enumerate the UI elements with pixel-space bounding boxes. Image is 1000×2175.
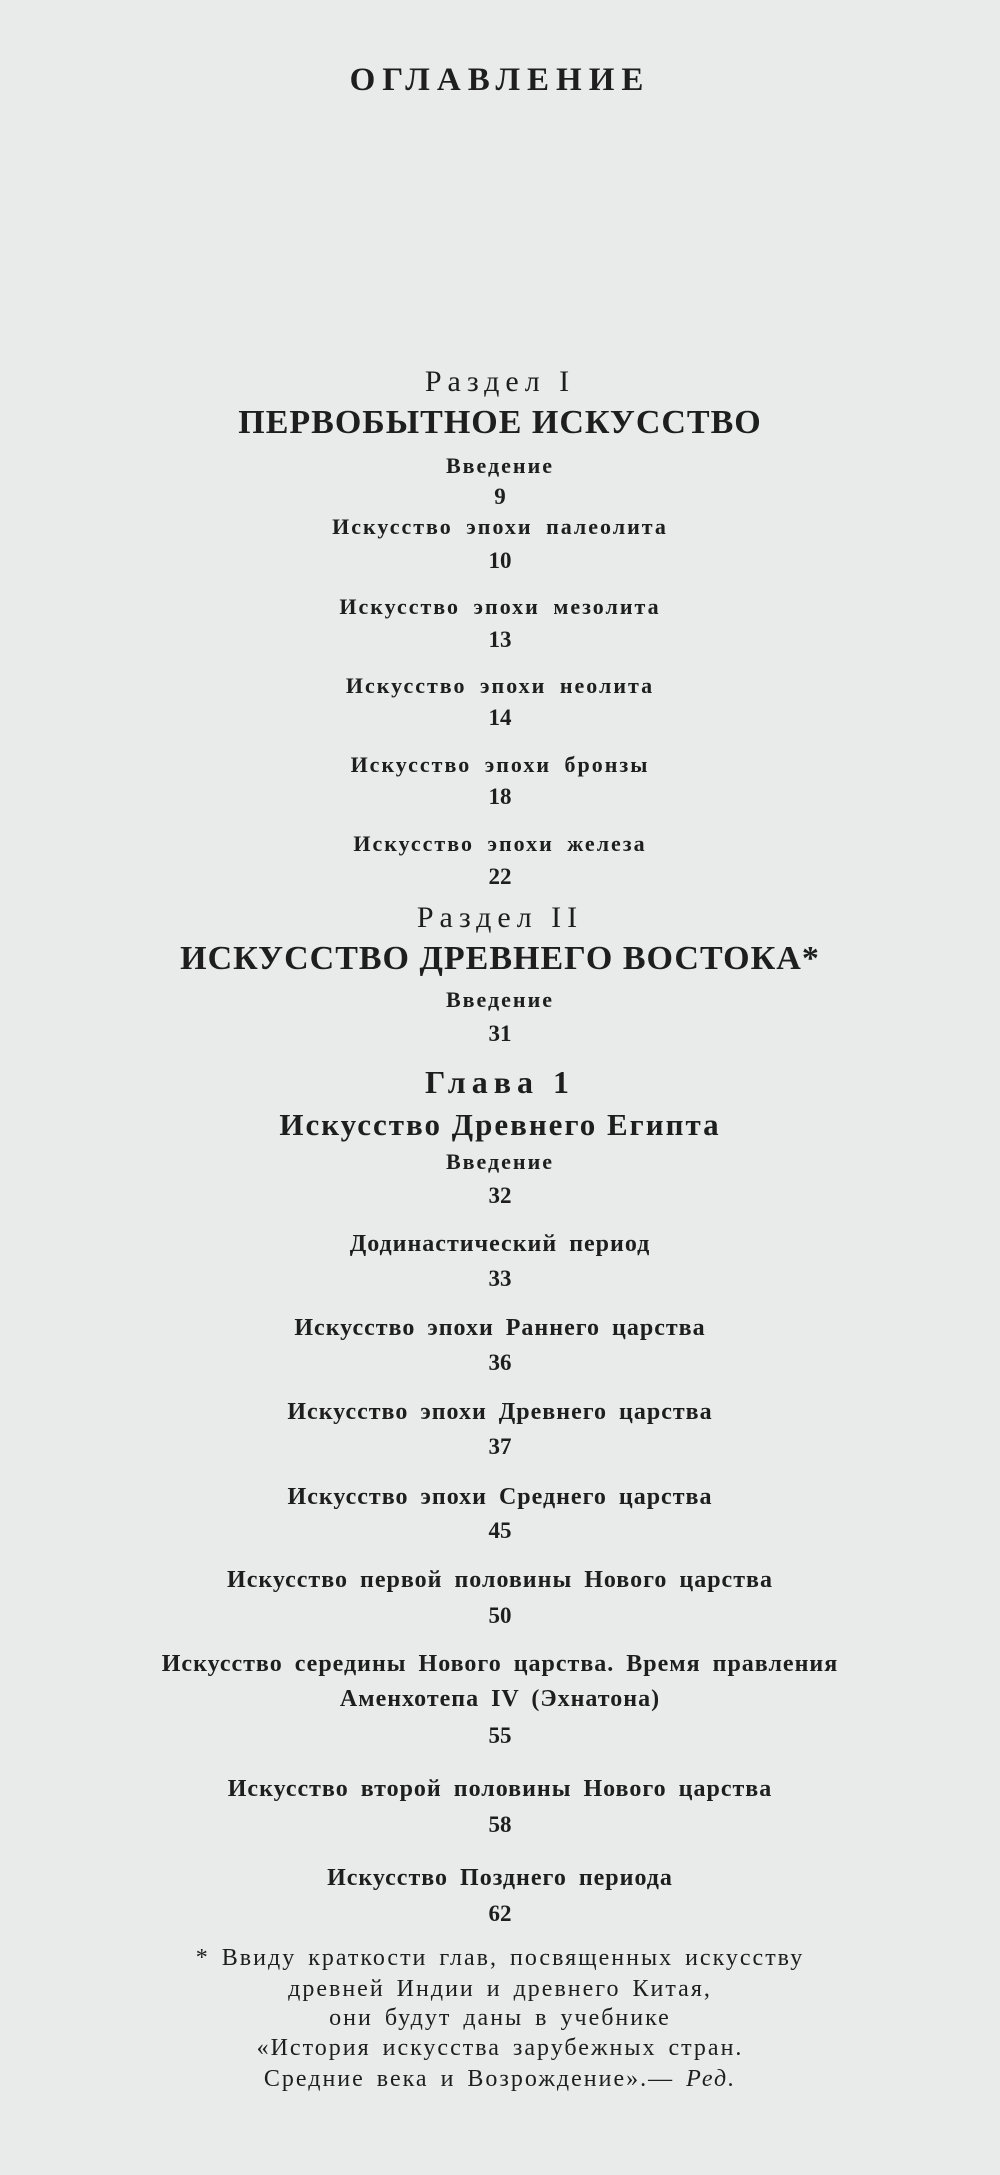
toc-entry-page: 32 (488, 1183, 512, 1208)
toc-entry-page: 33 (488, 1266, 512, 1291)
toc-entry-page: 9 (494, 484, 506, 509)
part1-label: Раздел I (424, 365, 576, 398)
toc-entry-page: 13 (488, 627, 512, 652)
toc-entry-title: Искусство первой половины Нового царства (227, 1567, 773, 1593)
toc-entry-title: Искусство эпохи палеолита (332, 514, 668, 539)
footnote-line: древней Индии и древнего Китая, (288, 1976, 712, 2002)
toc-entry-title: Искусство эпохи железа (353, 831, 647, 856)
toc-entry-page: 22 (488, 864, 512, 889)
toc-entry-page: 50 (488, 1603, 512, 1628)
toc-heading: ОГЛАВЛЕНИЕ (349, 62, 651, 98)
toc-entry-page: 36 (488, 1350, 512, 1375)
toc-entry-title: Искусство Позднего периода (327, 1865, 673, 1891)
toc-entry-title: Искусство эпохи Среднего царства (287, 1484, 713, 1510)
toc-entry-title-cont: Аменхотепа IV (Эхнатона) (339, 1686, 661, 1712)
toc-entry-page: 14 (488, 705, 512, 730)
toc-entry-title: Искусство эпохи неолита (345, 673, 655, 698)
toc-entry-page: 31 (488, 1021, 512, 1046)
toc-entry-page: 45 (488, 1518, 512, 1543)
chapter-title: Искусство Древнего Египта (279, 1107, 721, 1142)
footnote-text: Средние века и Возрождение».— (263, 2066, 675, 2092)
toc-entry-title: Искусство эпохи Древнего царства (287, 1399, 713, 1425)
part2-title: ИСКУССТВО ДРЕВНЕГО ВОСТОКА* (180, 940, 820, 977)
toc-entry-page: 58 (488, 1812, 512, 1837)
toc-entry-title: Введение (445, 1149, 555, 1174)
editor-note: Ред. (686, 2066, 737, 2092)
toc-entry-title: Введение (445, 987, 555, 1012)
part1-title: ПЕРВОБЫТНОЕ ИСКУССТВО (238, 404, 762, 441)
toc-entry-title: Додинастический период (349, 1231, 651, 1257)
chapter-label: Глава 1 (425, 1064, 575, 1100)
toc-entry-page: 37 (488, 1434, 512, 1459)
toc-entry-title: Искусство эпохи Раннего царства (294, 1315, 706, 1341)
toc-entry-title: Искусство середины Нового царства. Время правления (161, 1651, 839, 1677)
part2-label: Раздел II (416, 901, 584, 934)
toc-entry-page: 62 (488, 1901, 512, 1926)
footnote-line: * Ввиду краткости глав, посвященных искусству (195, 1945, 805, 1971)
toc-entry-title: Искусство эпохи бронзы (350, 752, 650, 777)
footnote-line (0, 2067, 1000, 2091)
toc-entry-title: Искусство второй половины Нового царства (227, 1776, 773, 1802)
footnote-line: они будут даны в учебнике (329, 2005, 671, 2031)
toc-entry-title: Введение (445, 453, 555, 478)
footnote-line: «История искусства зарубежных стран. (256, 2035, 744, 2061)
toc-entry-page: 10 (488, 548, 512, 573)
toc-entry-page: 18 (488, 784, 512, 809)
toc-entry-page: 55 (488, 1723, 512, 1748)
toc-entry-title: Искусство эпохи мезолита (339, 594, 661, 619)
